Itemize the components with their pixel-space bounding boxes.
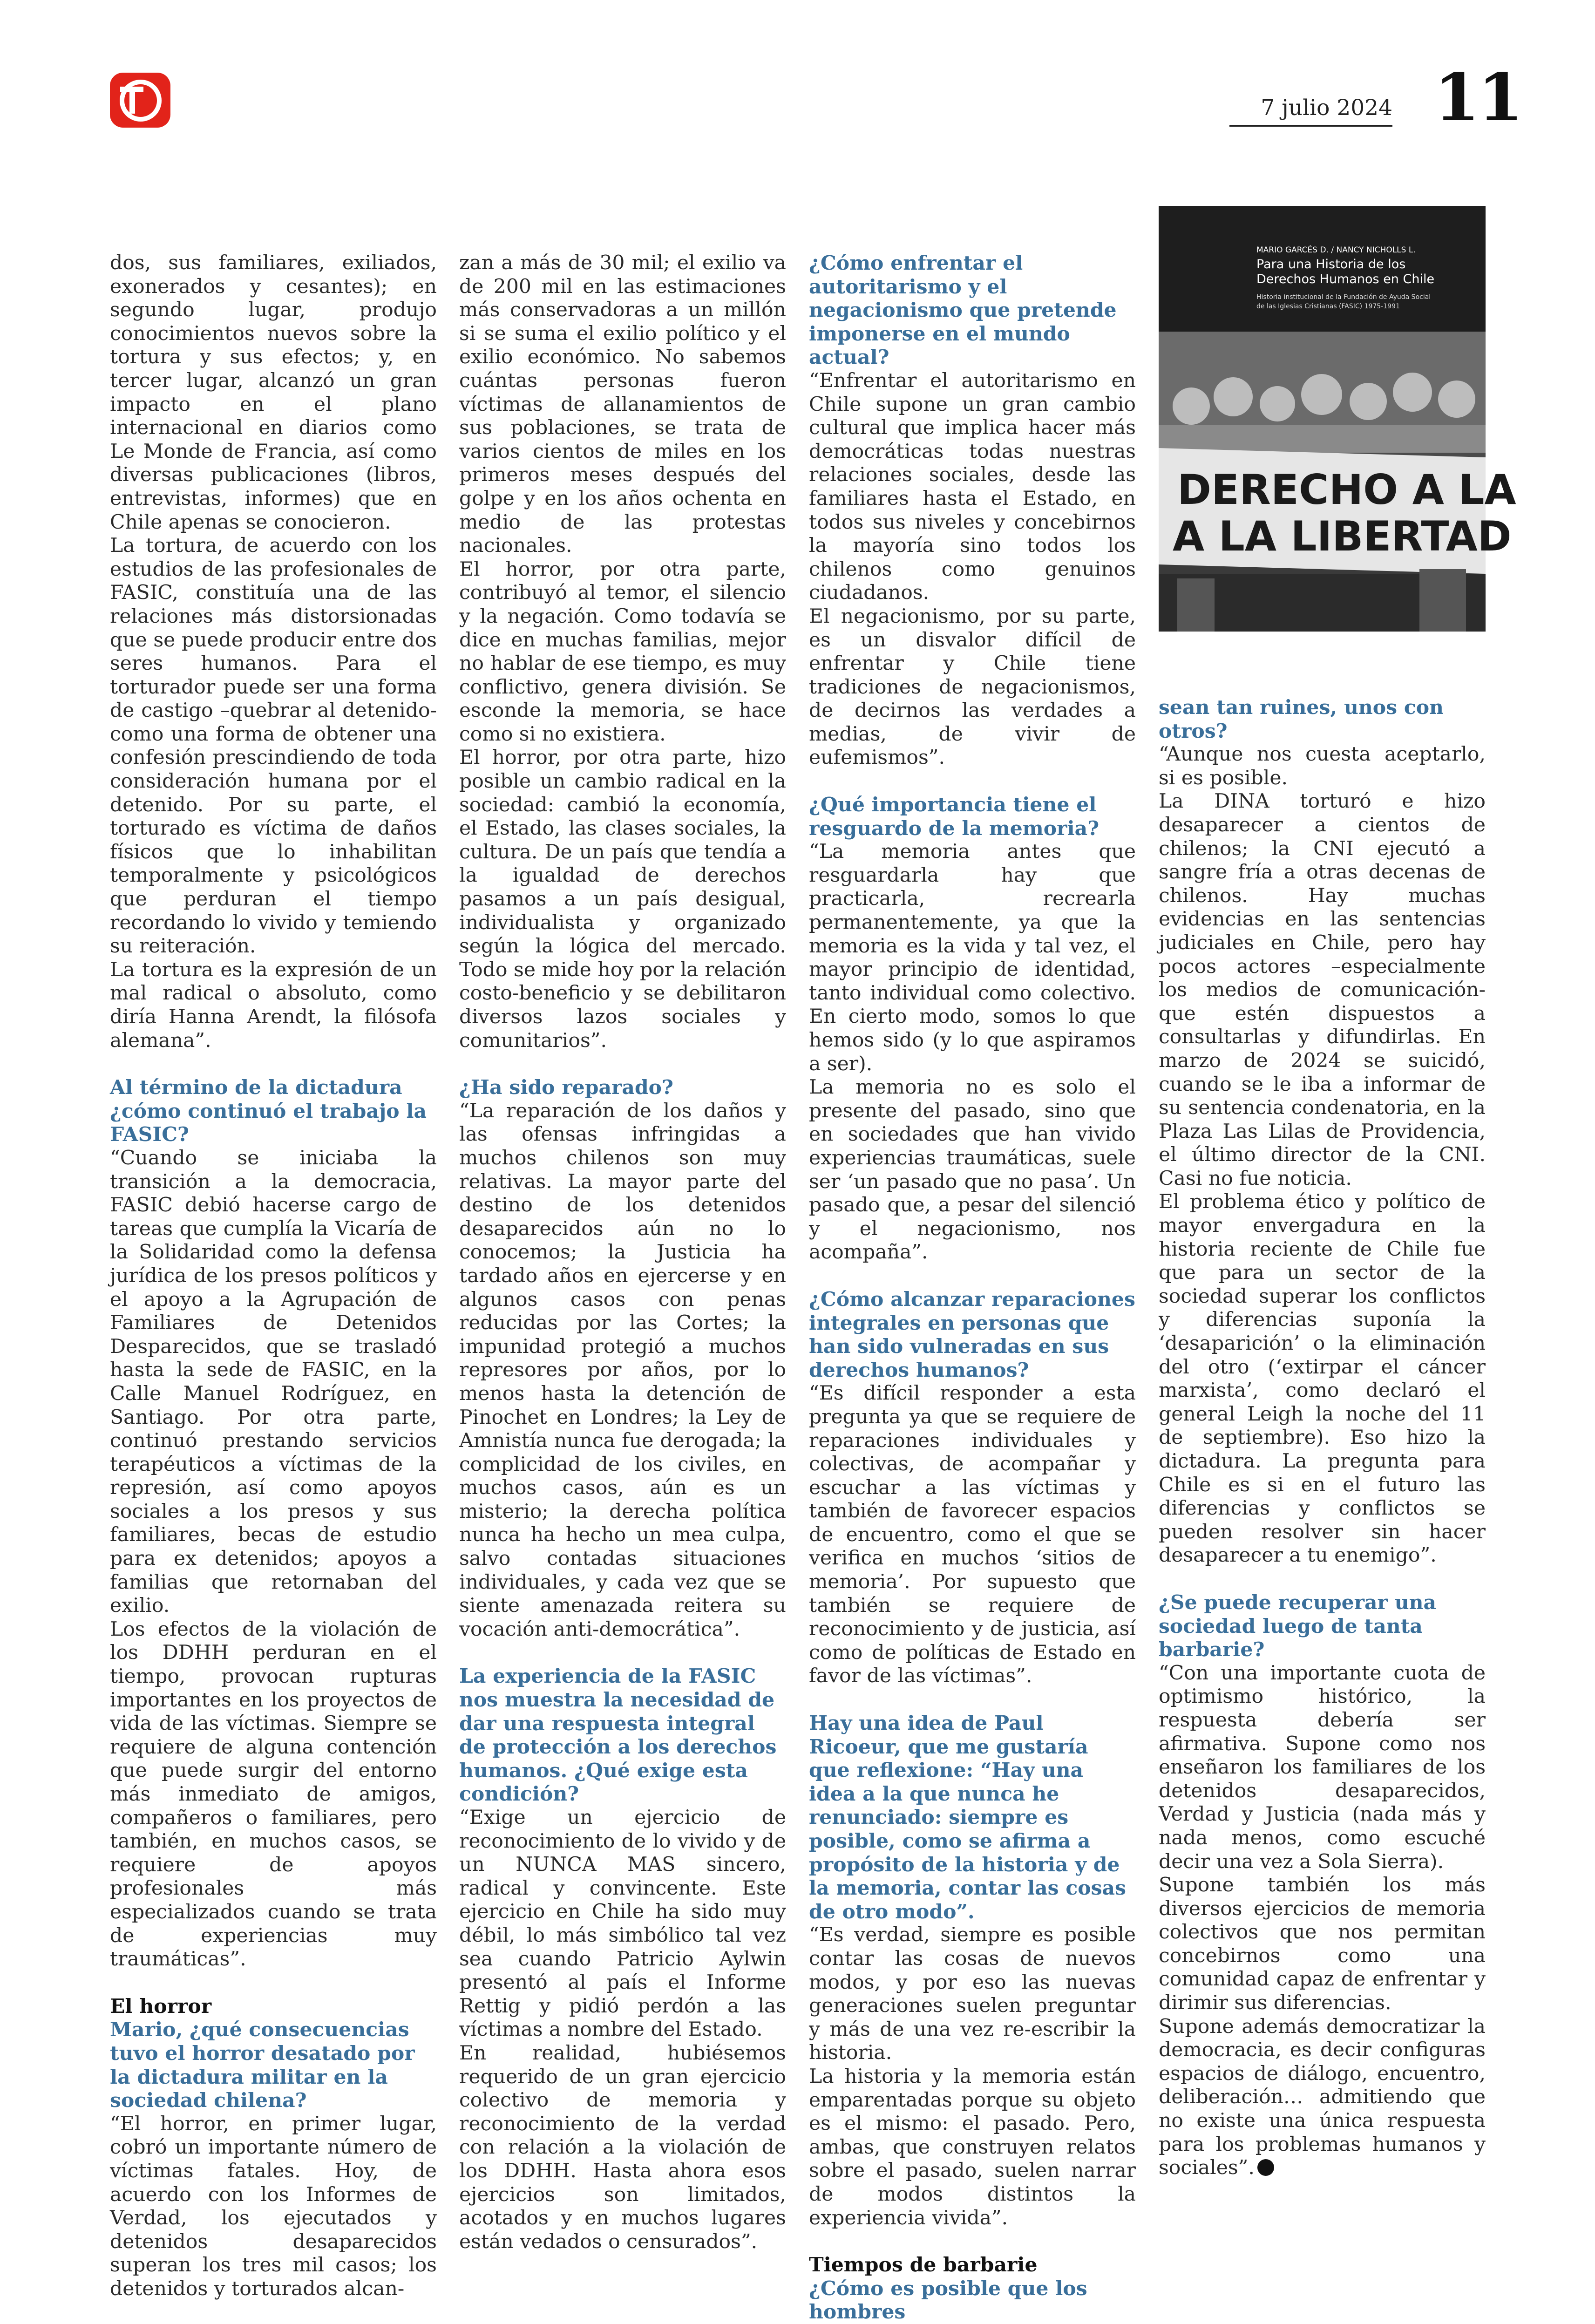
book-title-line1: Para una Historia de los (1256, 257, 1406, 272)
interview-question: Al término de la dictadura ¿cómo continuó el trabajo la FASIC? (110, 1076, 427, 1147)
paragraph: La historia y la memoria están emparentadas porque su objeto es el mismo: el pasado. Pero, ambas, que construyen relatos sobre el pasado, suelen narrar de modos distintos la experiencia vivida”. (809, 2065, 1136, 2229)
book-cover-image (1159, 206, 1516, 632)
interview-question: ¿Cómo alcanzar reparaciones integrales en personas que han sido vulneradas en sus derechos humanos? (809, 1287, 1135, 1382)
paragraph: La memoria no es solo el presente del pasado, sino que en sociedades que han vivido experiencias traumáticas, suele ser ‘un pasado que no pasa’. Un pasado que, a pesar del silenció y el negacionismo, nos acompaña”. (809, 1076, 1136, 1264)
issue-date: 7 julio 2024 (1229, 94, 1392, 127)
paragraph: “Aunque nos cuesta aceptarlo, si es posible. (1159, 743, 1486, 789)
paragraph: El negacionismo, por su parte, es un disvalor difícil de enfrentar y Chile tiene tradiciones de negacionismos, de decirnos las verdades a medias, de vivir de eufemismos”. (809, 605, 1136, 769)
paragraph (1159, 2015, 1486, 2180)
paragraph: En realidad, hubiésemos requerido de un gran ejercicio colectivo de memoria y reconocimiento de la verdad con relación a la violación de los DDHH. Hasta ahora esos ejercicios son limitados, acotados y en muchos lugares están vedados o censurados”. (459, 2041, 786, 2253)
paragraph: “Es difícil responder a esta pregunta ya que se requiere de reparaciones individuales y colectivas, de acompañar y escuchar a las víctimas y también de favorecer espacios de encuentro, como el que se verifica en muchos ‘sitios de memoria’. Por supuesto que también se requiere de reconocimiento y de justicia, así como de políticas de Estado en favor de las víctimas”. (809, 1382, 1136, 1688)
end-of-article-icon (1257, 2159, 1274, 2176)
paragraph-text: Supone además democratizar la democracia, es decir configuras espacios de diálogo, encuentro, deliberación… admitiendo que no existe una única respuesta para los problemas humanos y sociales”. (1159, 2015, 1486, 2180)
paragraph: La tortura, de acuerdo con los estudios de las profesionales de FASIC, constituía una de las relaciones más distorsionadas que se puede producir entre dos seres humanos. Para el torturador puede ser una forma de castigo –quebrar al detenido- como una forma de obtener una confesión prescindiendo de toda consideración humana por el detenido. Por su parte, el torturado es víctima de daños físicos que lo inhabilitan temporalmente y psicológicos que perduran el tiempo recordando lo vivido y temiendo su reiteración. (110, 534, 437, 958)
paragraph: “Cuando se iniciaba la transición a la democracia, FASIC debió hacerse cargo de tareas que cumplía la Vicaría de la Solidaridad como la defensa jurídica de los presos políticos y el apoyo a la Agrupación de Familiares de Detenidos Desparecidos, que se trasladó hasta la sede de FASIC, en la Calle Manuel Rodríguez, en Santiago. Por otra parte, continuó prestando servicios terapéuticos a víctimas de la represión, así como apoyos sociales a los presos y sus familiares, becas de estudio para ex detenidos; apoyos a familias que retornaban del exilio. (110, 1146, 437, 1617)
book-subtitle-line1: Historia institucional de la Fundación de Ayuda Social (1256, 293, 1431, 301)
interview-question: Hay una idea de Paul Ricoeur, que me gustaría que reflexione: “Hay una idea a la que nunca he renunciado: siempre es posible, como se afirma a propósito de la historia y de la memoria, contar las cosas de otro modo”. (809, 1712, 1126, 1923)
interview-question: ¿Qué importancia tiene el resguardo de la memoria? (809, 793, 1100, 840)
book-authors: MARIO GARCÉS D. / NANCY NICHOLLS L. (1256, 245, 1416, 255)
interview-question: ¿Ha sido reparado? (459, 1076, 673, 1100)
article-column-3 (809, 251, 1136, 2324)
paragraph: “La reparación de los daños y las ofensas infringidas a muchos chilenos son muy relativas. La mayor parte del destino de los detenidos desaparecidos aún no lo conocemos; la Justicia ha tardado años en ejercerse y en algunos casos con penas reducidas por las Cortes; la impunidad protegió a muchos represores por años, por lo menos hasta la detención de Pinochet en Londres; la Ley de Amnistía nunca fue derogada; la complicidad de los civiles, en muchos casos, aún es un misterio; la derecha política nunca ha hecho un mea culpa, salvo contadas situaciones individuales, y cada vez que se siente amenazada reitera su vocación anti-democrática”. (459, 1099, 786, 1641)
paragraph: dos, sus familiares, exiliados, exonerados y cesantes); en segundo lugar, produjo conocimientos nuevos sobre la tortura y sus efectos; y, en tercer lugar, alcanzó un gran impacto en el plano internacional en diarios como Le Monde de Francia, así como diversas publicaciones (libros, entrevistas, informes) que en Chile apenas se conocieron. (110, 251, 437, 534)
paragraph: La DINA torturó e hizo desaparecer a cientos de chilenos; la CNI ejecutó a sangre fría a otras decenas de chilenos. Hay muchas evidencias en las sentencias judiciales en Chile, pero hay pocos actores –especialmente los medios de comunicación- que estén dispuestos a consultarlas y difundirlas. En marzo de 2024 se suicidó, cuando se le iba a informar de su sentencia condenatoria, en la Plaza Las Lilas de Providencia, el último director de la CNI. Casi no fue noticia. (1159, 790, 1486, 1190)
paragraph: El horror, por otra parte, contribuyó al temor, el silencio y la negación. Como todavía se dice en muchas familias, mejor no hablar de ese tiempo, es muy conflictivo, genera división. Se esconde la memoria, se hace como si no existiera. (459, 557, 786, 746)
interview-question: ¿Cómo enfrentar el autoritarismo y el negacionismo que pretende imponerse en el mundo actual? (809, 251, 1117, 369)
paragraph: El horror, por otra parte, hizo posible un cambio radical en la sociedad: cambió la economía, el Estado, las clases sociales, la cultura. De un país que tendía a la igualdad de derechos pasamos a un país desigual, individualista y organizado según la lógica del mercado. Todo se mide hoy por la relación costo-beneficio y se debilitaron diversos lazos sociales y comunitarios”. (459, 746, 786, 1052)
banner-text-line2: A LA LIBERTAD (1173, 512, 1512, 560)
newspaper-logo-icon (110, 73, 170, 128)
paragraph: “Es verdad, siempre es posible contar las cosas de nuevos modos, y por eso las nuevas generaciones suelen preguntar y más de una vez re-escribir la historia. (809, 1923, 1136, 2065)
paragraph: zan a más de 30 mil; el exilio va de 200 mil en las estimaciones más conservadoras a un millón si se suma el exilio político y el exilio económico. No sabemos cuántas personas fueron víctimas de allanamientos de sus poblaciones, se trata de varios cientos de miles en los primeros meses después del golpe y en los años ochenta en medio de las protestas nacionales. (459, 251, 786, 557)
interview-question: Mario, ¿qué consecuencias tuvo el horror desatado por la dictadura militar en la sociedad chilena? (110, 2018, 415, 2113)
paragraph: “Exige un ejercicio de reconocimiento de lo vivido y de un NUNCA MAS sincero, radical y convincente. Este ejercicio en Chile ha sido muy débil, lo más simbólico tal vez sea cuando Patricio Aylwin presentó al país el Informe Rettig y pidió perdón a las víctimas a nombre del Estado. (459, 1806, 786, 2041)
paragraph: Los efectos de la violación de los DDHH perduran en el tiempo, provocan rupturas importantes en los proyectos de vida de las víctimas. Siempre se requiere de alguna contención que puede surgir del entorno más inmediato de amigos, compañeros o familiares, pero también, en muchos casos, se requiere de apoyos profesionales más especializados cuando se trata de experiencias muy traumáticas”. (110, 1617, 437, 1971)
section-heading: Tiempos de barbarie (809, 2253, 1038, 2277)
article-column-1 (110, 251, 437, 2300)
paragraph: “Con una importante cuota de optimismo histórico, la respuesta debería ser afirmativa. Supone como nos enseñaron los familiares de los detenidos desaparecidos, Verdad y Justicia (nada más y nada menos, como escuché decir una vez a Sola Sierra). (1159, 1661, 1486, 1873)
paragraph: “El horror, en primer lugar, cobró un importante número de víctimas fatales. Hoy, de acuerdo con los Informes de Verdad, los ejecutados y detenidos desaparecidos superan los tres mil casos; los detenidos y torturados alcan- (110, 2112, 437, 2300)
book-title-line2: Derechos Humanos en Chile (1256, 272, 1435, 286)
page-number: 11 (1434, 60, 1521, 136)
book-subtitle-line2: de las Iglesias Cristianas (FASIC) 1975-1991 (1256, 303, 1400, 310)
interview-question: ¿Se puede recuperar una sociedad luego de tanta barbarie? (1159, 1590, 1437, 1662)
paragraph: El problema ético y político de mayor envergadura en la historia reciente de Chile fue que para un sector de la sociedad superar los conflictos y diferencias suponía la ‘desaparición’ o la eliminación del otro (‘extirpar el cáncer marxista’, como declaró el general Leigh la noche del 11 de septiembre). Eso hizo la dictadura. La pregunta para Chile es si en el futuro las diferencias y conflictos se pueden resolver sin hacer desaparecer a tu enemigo”. (1159, 1190, 1486, 1567)
article-column-4 (1159, 696, 1486, 2180)
interview-question: sean tan ruines, unos con otros? (1159, 696, 1444, 743)
paragraph: “La memoria antes que resguardarla hay que practicarla, recrearla permanentemente, ya que la memoria es la vida y tal vez, el mayor principio de identidad, tanto individual como colectivo. En cierto modo, somos lo que hemos sido (y lo que aspiramos a ser). (809, 840, 1136, 1075)
banner-text-line1: DERECHO A LA (1177, 466, 1516, 514)
article-column-2 (459, 251, 786, 2253)
section-heading: El horror (110, 1994, 212, 2018)
interview-question: La experiencia de la FASIC nos muestra la necesidad de dar una respuesta integral de protección a los derechos humanos. ¿Qué exige esta condición? (459, 1665, 777, 1806)
paragraph: Supone también los más diversos ejercicios de memoria colectivos que nos permitan concebirnos como una comunidad capaz de enfrentar y dirimir sus diferencias. (1159, 1874, 1486, 2015)
paragraph: La tortura es la expresión de un mal radical o absoluto, como diría Hanna Arendt, la filósofa alemana”. (110, 958, 437, 1052)
interview-question: ¿Cómo es posible que los hombres (809, 2276, 1087, 2324)
paragraph: “Enfrentar el autoritarismo en Chile supone un gran cambio cultural que implica hacer más democráticas todas nuestras relaciones sociales, desde las familiares hasta el Estado, en todos sus niveles y concebirnos la mayoría sino todos los chilenos como genuinos ciudadanos. (809, 369, 1136, 605)
